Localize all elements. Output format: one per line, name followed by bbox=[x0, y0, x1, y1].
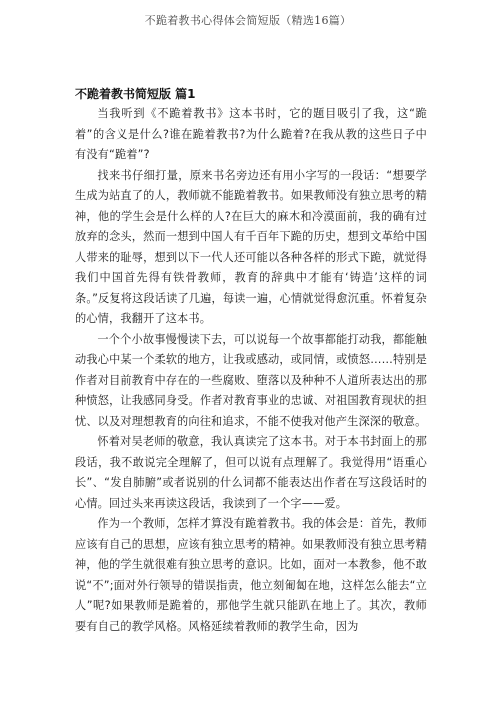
paragraph: 怀着对吴老师的敬意，我认真读完了这本书。对于本书封面上的那段话，我不敢说完全理解了，但可以说有点理解了。我觉得用“语重心长”、“发自肺腑”或者说别的什么词都不能表达出作者在写这段话时的心情。回过头来再读这段话，我读到了一个字——爱。 bbox=[75, 435, 427, 510]
paragraph: 当我听到《不跪着教书》这本书时，它的题目吸引了我，这“跪着”的含义是什么?谁在跪着教书?为什么跪着?在我从教的这些日子中有没有“跪着”? bbox=[75, 107, 427, 161]
document-body bbox=[75, 84, 427, 637]
section-title: 不跪着教书简短版 篇1 bbox=[75, 87, 196, 101]
document-header-title: 不跪着教书心得体会简短版（精选16篇） bbox=[144, 14, 352, 27]
paragraph: 找来书仔细打量，原来书名旁边还有用小字写的一段话：“想要学生成为站直了的人，教师就不能跪着教书。如果教师没有独立思考的精神，他的学生会是什么样的人?在巨大的麻木和冷漠面前，我的确有过放弃的念头，然而一想到中国人有千百年下跪的历史，想到文革给中国人带来的耻辱，想到以下一代人还可能以各种各样的形式下跪，就觉得我们中国首先得有铁骨教师，教育的辞典中才能有‘铸造’这样的词条。”反复将这段话读了几遍，每读一遍，心情就觉得愈沉重。怀着复杂的心情，我翻开了这本书。 bbox=[75, 168, 427, 325]
paragraph: 一个个小故事慢慢读下去，可以说每一个故事都能打动我，都能触动我心中某一个柔软的地方，让我或感动，或同情，或愤怒……特别是作者对目前教育中存在的一些腐败、堕落以及种种不人道所表达出的那种愤怒，让我感同身受。作者对教育事业的忠诚、对祖国教育现状的担忧、以及对理想教育的向往和追求，不能不使我对他产生深深的敬意。 bbox=[75, 332, 427, 428]
paragraph: 作为一个教师，怎样才算没有跪着教书。我的体会是：首先，教师应该有自己的思想，应该有独立思考的精神。如果教师没有独立思考精神，他的学生就很难有独立思考的意识。比如，面对一本教参，他不敢说“不”;面对外行领导的错误指责，他立刻匍匐在地，这样怎么能去“立人”呢?如果教师是跪着的，那他学生就只能趴在地上了。其次，教师要有自己的教学风格。风格延续着教师的教学生命，因为 bbox=[75, 517, 427, 633]
